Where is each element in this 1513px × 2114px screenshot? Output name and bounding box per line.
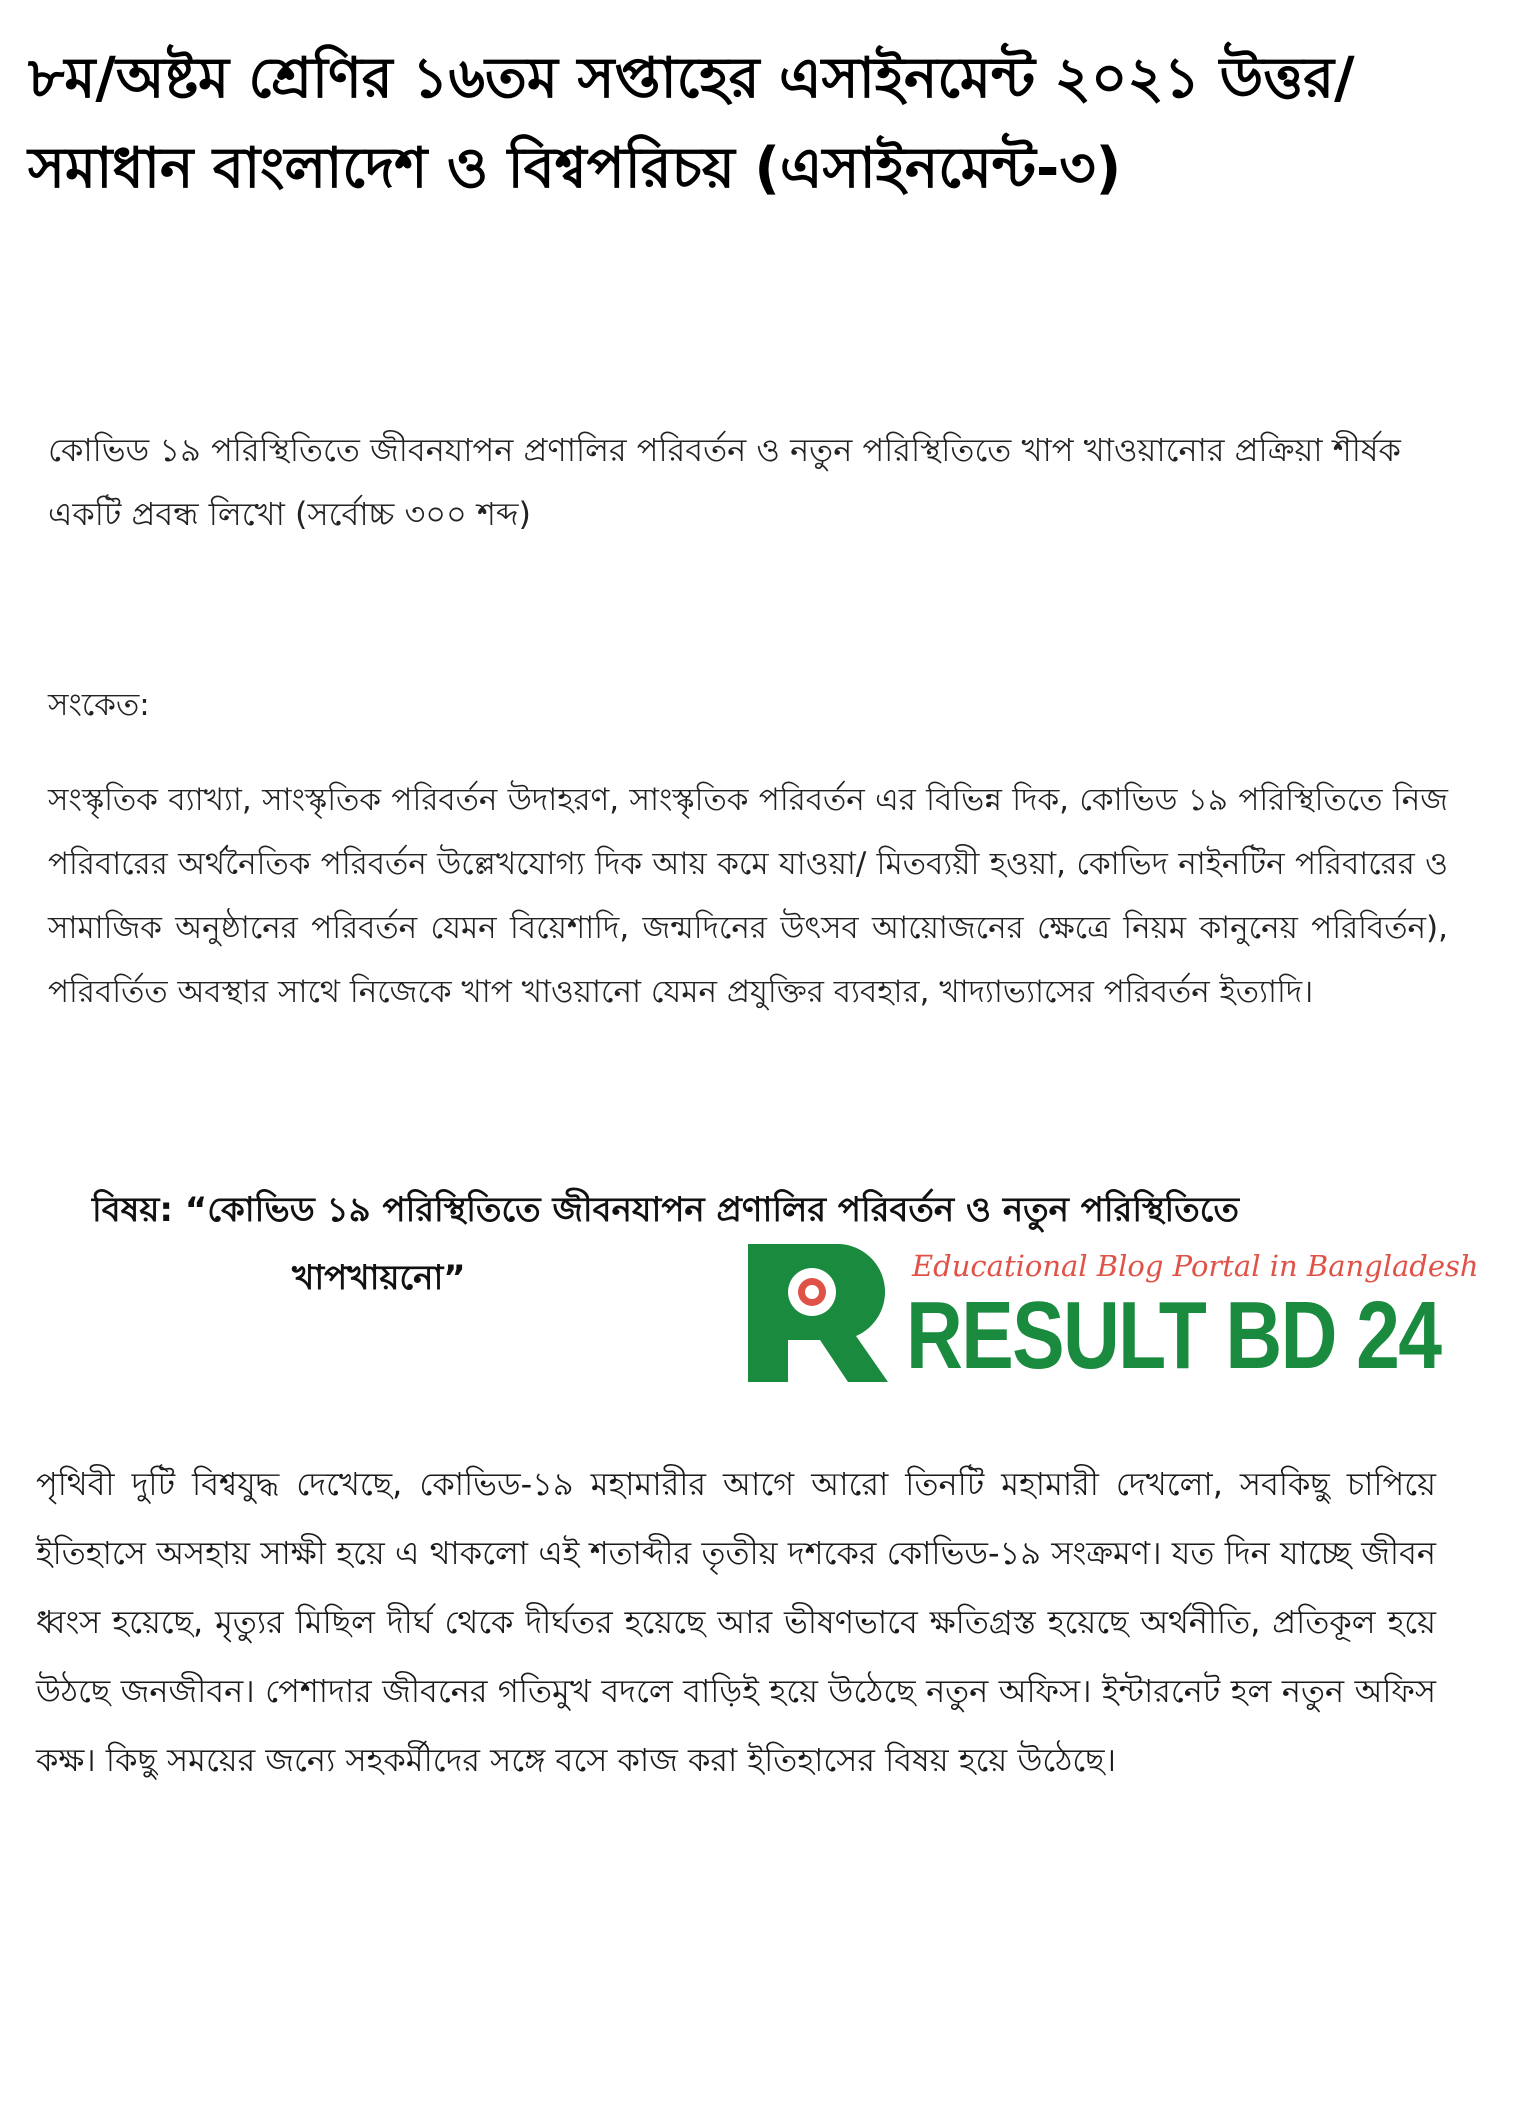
hint-text: সংস্কৃতিক ব্যাখ্যা, সাংস্কৃতিক পরিবর্তন উদাহরণ, সাংস্কৃতিক পরিবর্তন এর বিভিন্ন দিক, কোভিড ১৯ পরিস্থিতিতে নিজ পরিবারের অর্থনৈতিক পরিবর্তন উল্লেখযোগ্য দিক আয় কমে যাওয়া/ মিতব্যয়ী হওয়া, কোভিদ নাইনটিন পরিবারের ও সামাজিক অনুষ্ঠানের পরিবর্তন যেমন বিয়েশাদি, জন্মদিনের উৎসব আয়োজনের ক্ষেত্রে নিয়ম কানুনেয় পরিবির্তন), পরিবর্তিত অবস্থার সাথে নিজেকে খাপ খাওয়ানো যেমন প্রযুক্তির ব্যবহার, খাদ্যাভ্যাসের পরিবর্তন ইত্যাদি।: [48, 782, 1448, 1010]
essay-body: পৃথিবী দুটি বিশ্বযুদ্ধ দেখেছে, কোভিড-১৯ মহামারীর আগে আরো তিনটি মহামারী দেখলো, সবকিছু চাপিয়ে ইতিহাসে অসহায় সাক্ষী হয়ে এ থাকলো এই শতাব্দীর তৃতীয় দশকের কোভিড-১৯ সংক্রমণ। যত দিন যাচ্ছে জীবন ধ্বংস হয়েছে, মৃত্যুর মিছিল দীর্ঘ থেকে দীর্ঘতর হয়েছে আর ভীষণভাবে ক্ষতিগ্রস্ত হয়েছে অর্থনীতি, প্রতিকূল হয়ে উঠছে জনজীবন। পেশাদার জীবনের গতিমুখ বদলে বাড়িই হয়ে উঠেছে নতুন অফিস। ইন্টারনেট হল নতুন অফিস কক্ষ। কিছু সময়ের জন্যে সহকর্মীদের সঙ্গে বসে কাজ করা ইতিহাসের বিষয় হয়ে উঠেছে।: [36, 1465, 1436, 1779]
essay-subject-line-2: খাপখায়নো”: [292, 1258, 466, 1298]
assignment-question: কোভিড ১৯ পরিস্থিতিতে জীবনযাপন প্রণালির পরিবর্তন ও নতুন পরিস্থিতিতে খাপ খাওয়ানোর প্রক্রিয়া শীর্ষক একটি প্রবন্ধ লিখো (সর্বোচ্চ ৩০০ শব্দ): [48, 431, 1401, 533]
logo-tagline: Educational Blog Portal in Bangladesh: [912, 1249, 1479, 1283]
page-title: ৮ম/অষ্টম শ্রেণির ১৬তম সপ্তাহের এসাইনমেন্ট ২০২১ উত্তর/সমাধান বাংলাদেশ ও বিশ্বপরিচয় (এসাইনমেন্ট-৩): [28, 46, 1355, 201]
logo-name: RESULT BD 24: [906, 1282, 1441, 1389]
essay-subject-line-1: বিষয়: “কোভিড ১৯ পরিস্থিতিতে জীবনযাপন প্রণালির পরিবর্তন ও নতুন পরিস্থিতিতে: [92, 1190, 1239, 1230]
result-bd-24-watermark: [748, 1244, 1479, 1389]
hint-label: সংকেত:: [48, 687, 150, 723]
result-bd-logo-icon: [748, 1244, 888, 1382]
